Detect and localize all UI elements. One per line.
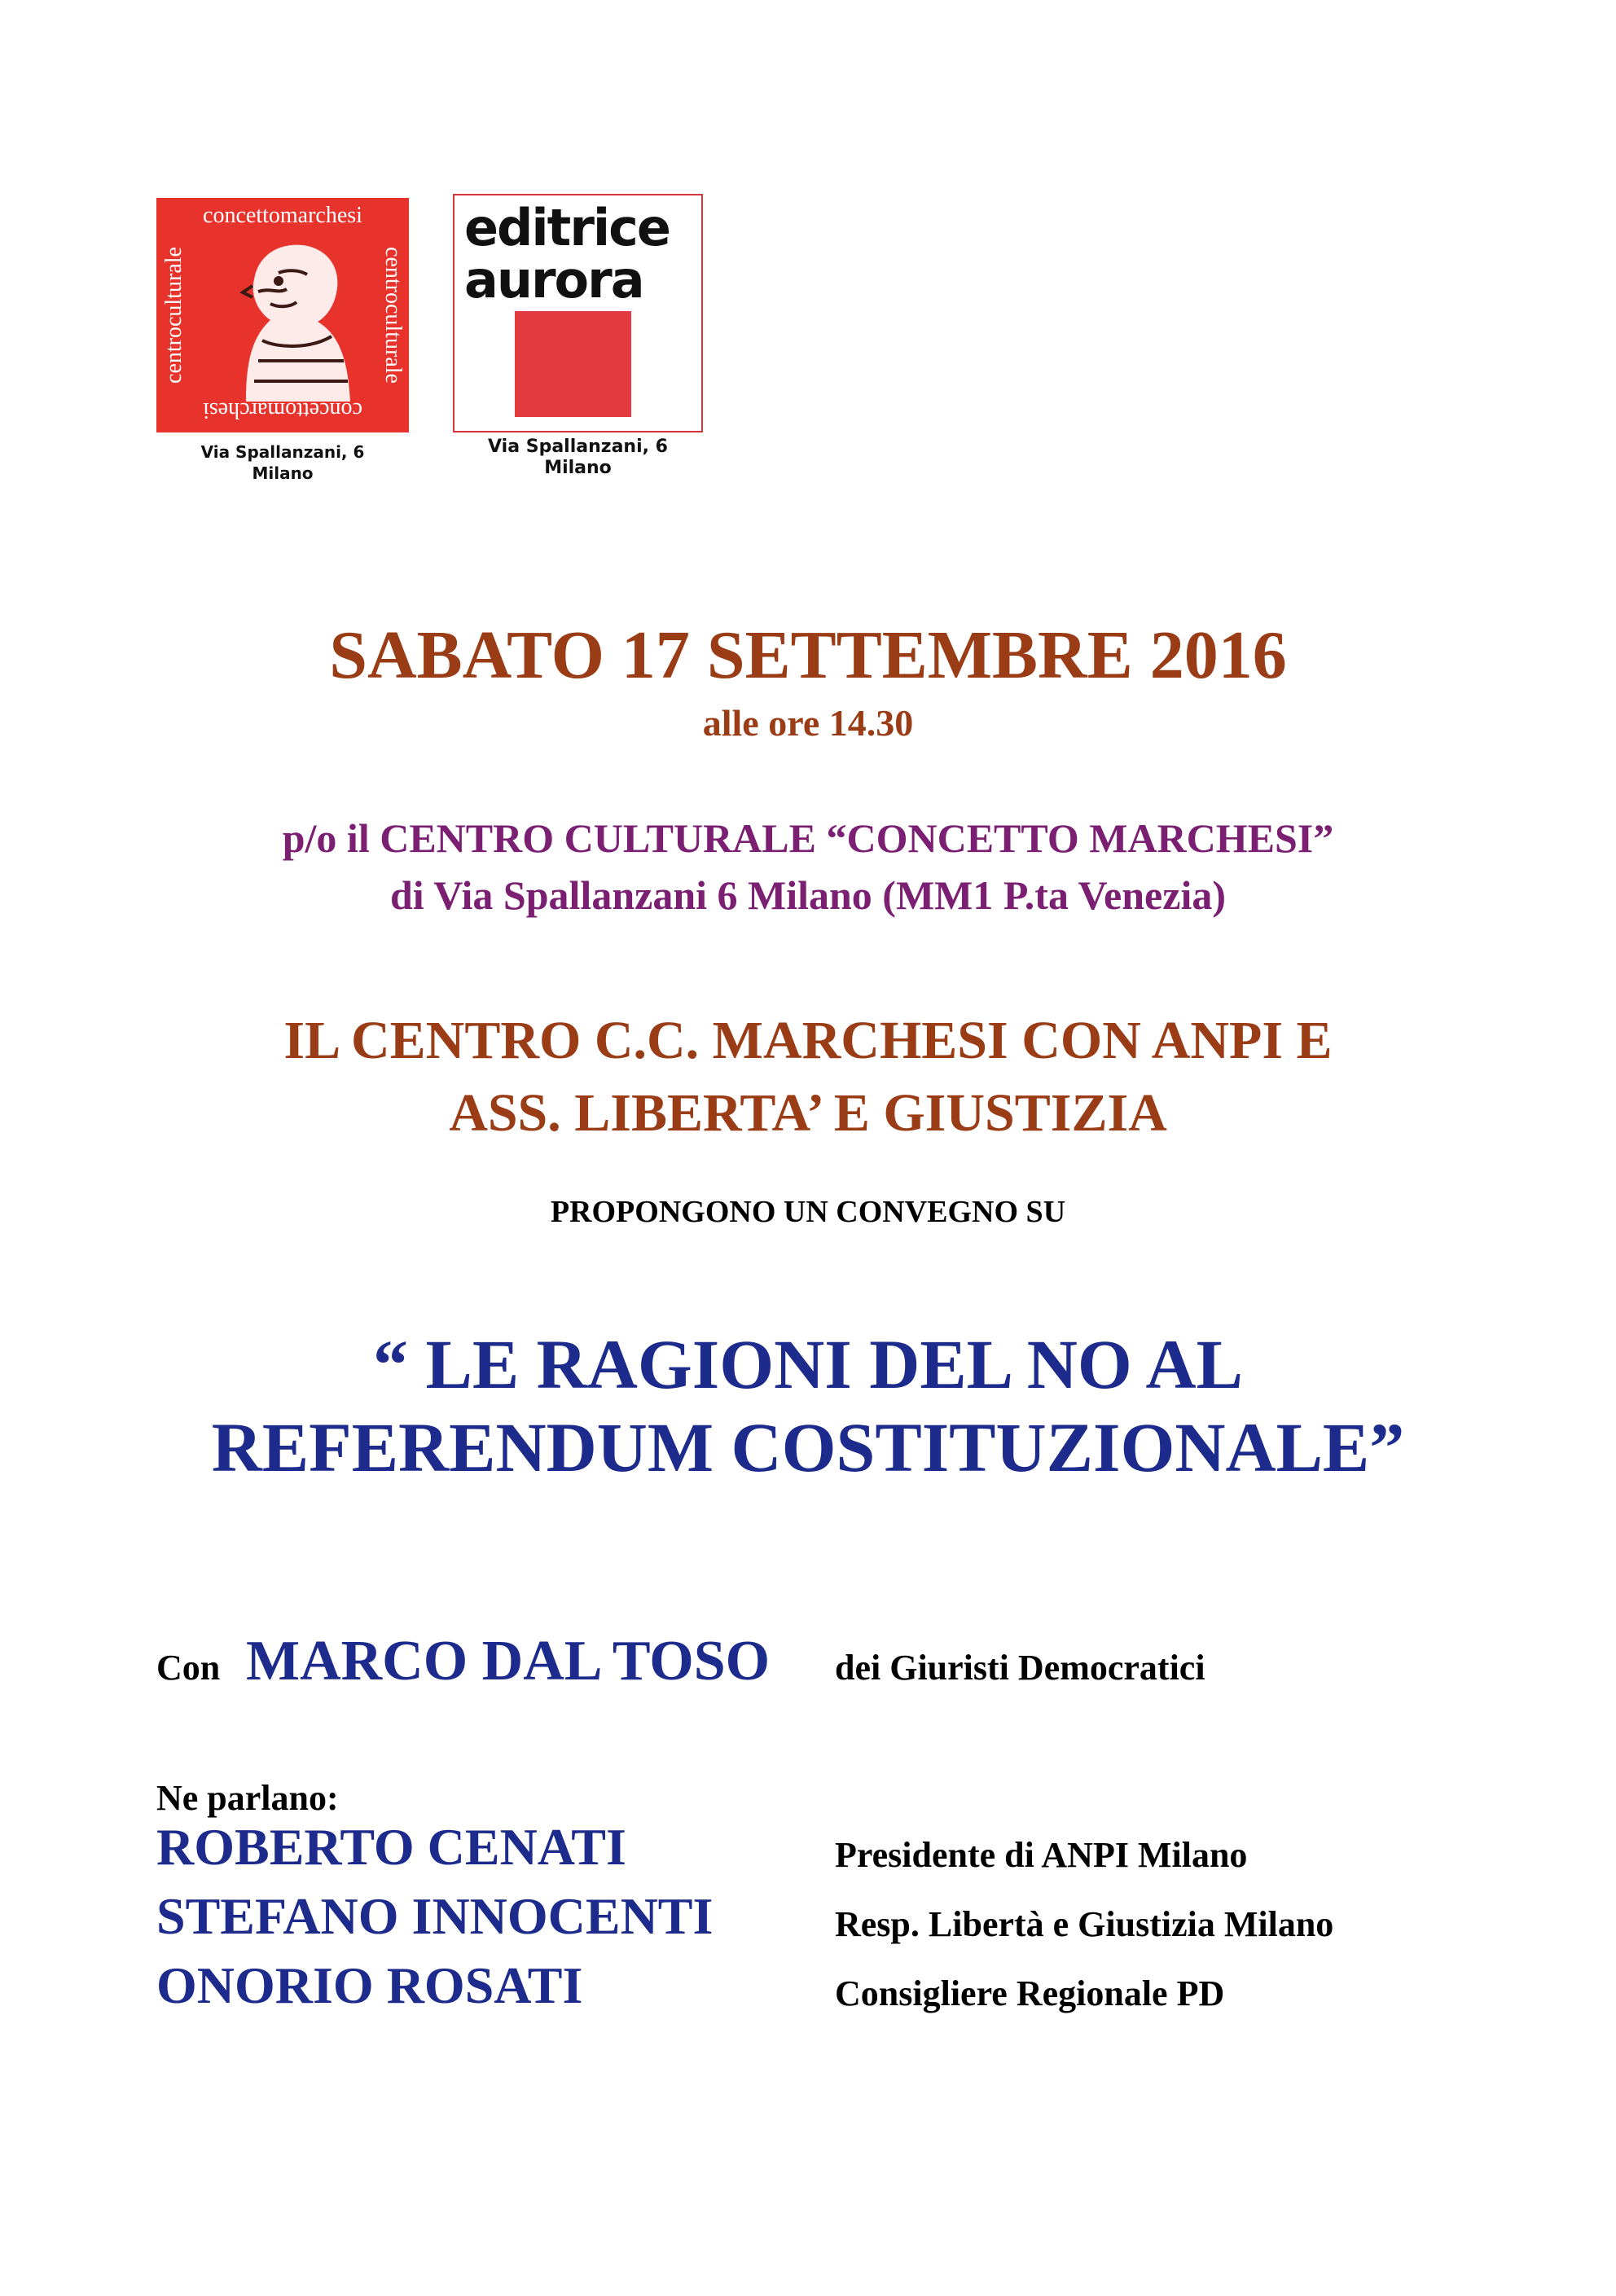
logo-ring-text-bottom: concettomarchesi (203, 397, 362, 423)
speaker-role: Consigliere Regionale PD (835, 1973, 1225, 2013)
logo-ring-text-top: concettomarchesi (203, 203, 362, 228)
red-square-icon (515, 311, 631, 417)
event-time: alle ore 14.30 (702, 702, 914, 744)
speaker-name: STEFANO INNOCENTI (156, 1887, 714, 1945)
conference-title-line-2: REFERENDUM COSTITUZIONALE” (211, 1408, 1405, 1486)
centro-logo-address (156, 441, 409, 484)
guest-name: MARCO DAL TOSO (246, 1630, 771, 1692)
aurora-address-street: Via Spallanzani, 6 (488, 437, 668, 457)
editrice-aurora-wordmark (464, 198, 692, 309)
centro-address-city: Milano (252, 463, 314, 483)
aurora-line1: editrice (464, 198, 670, 257)
organizers-line-2: ASS. LIBERTA’ E GIUSTIZIA (449, 1083, 1167, 1143)
organizers-line-1: IL CENTRO C.C. MARCHESI CON ANPI E (283, 1011, 1333, 1070)
propose-text: PROPONGONO UN CONVEGNO SU (550, 1195, 1066, 1229)
aurora-logo-address (453, 437, 703, 479)
guest-label: Con (156, 1648, 221, 1688)
speakers-label: Ne parlano: (156, 1778, 339, 1818)
speaker-name: ROBERTO CENATI (156, 1818, 626, 1876)
aurora-address-city: Milano (544, 458, 612, 478)
guest-role: dei Giuristi Democratici (835, 1648, 1205, 1688)
event-date: SABATO 17 SETTEMBRE 2016 (329, 617, 1287, 693)
centro-address-street: Via Spallanzani, 6 (200, 442, 365, 462)
centro-culturale-logo (156, 198, 409, 432)
venue-line-1: p/o il CENTRO CULTURALE “CONCETTO MARCHESI” (282, 815, 1334, 861)
portrait-icon (156, 198, 409, 432)
speaker-role: Resp. Libertà e Giustizia Milano (835, 1904, 1334, 1944)
venue-line-2: di Via Spallanzani 6 Milano (MM1 P.ta Venezia) (389, 872, 1226, 918)
speaker-name: ONORIO ROSATI (156, 1956, 583, 2014)
conference-title-line-1: “ LE RAGIONI DEL NO AL (372, 1325, 1244, 1403)
aurora-line2: aurora (464, 250, 643, 309)
logo-ring-text-left: centroculturale (161, 247, 187, 384)
speaker-role: Presidente di ANPI Milano (835, 1835, 1248, 1875)
logo-ring-text-right: centroculturale (380, 247, 406, 384)
